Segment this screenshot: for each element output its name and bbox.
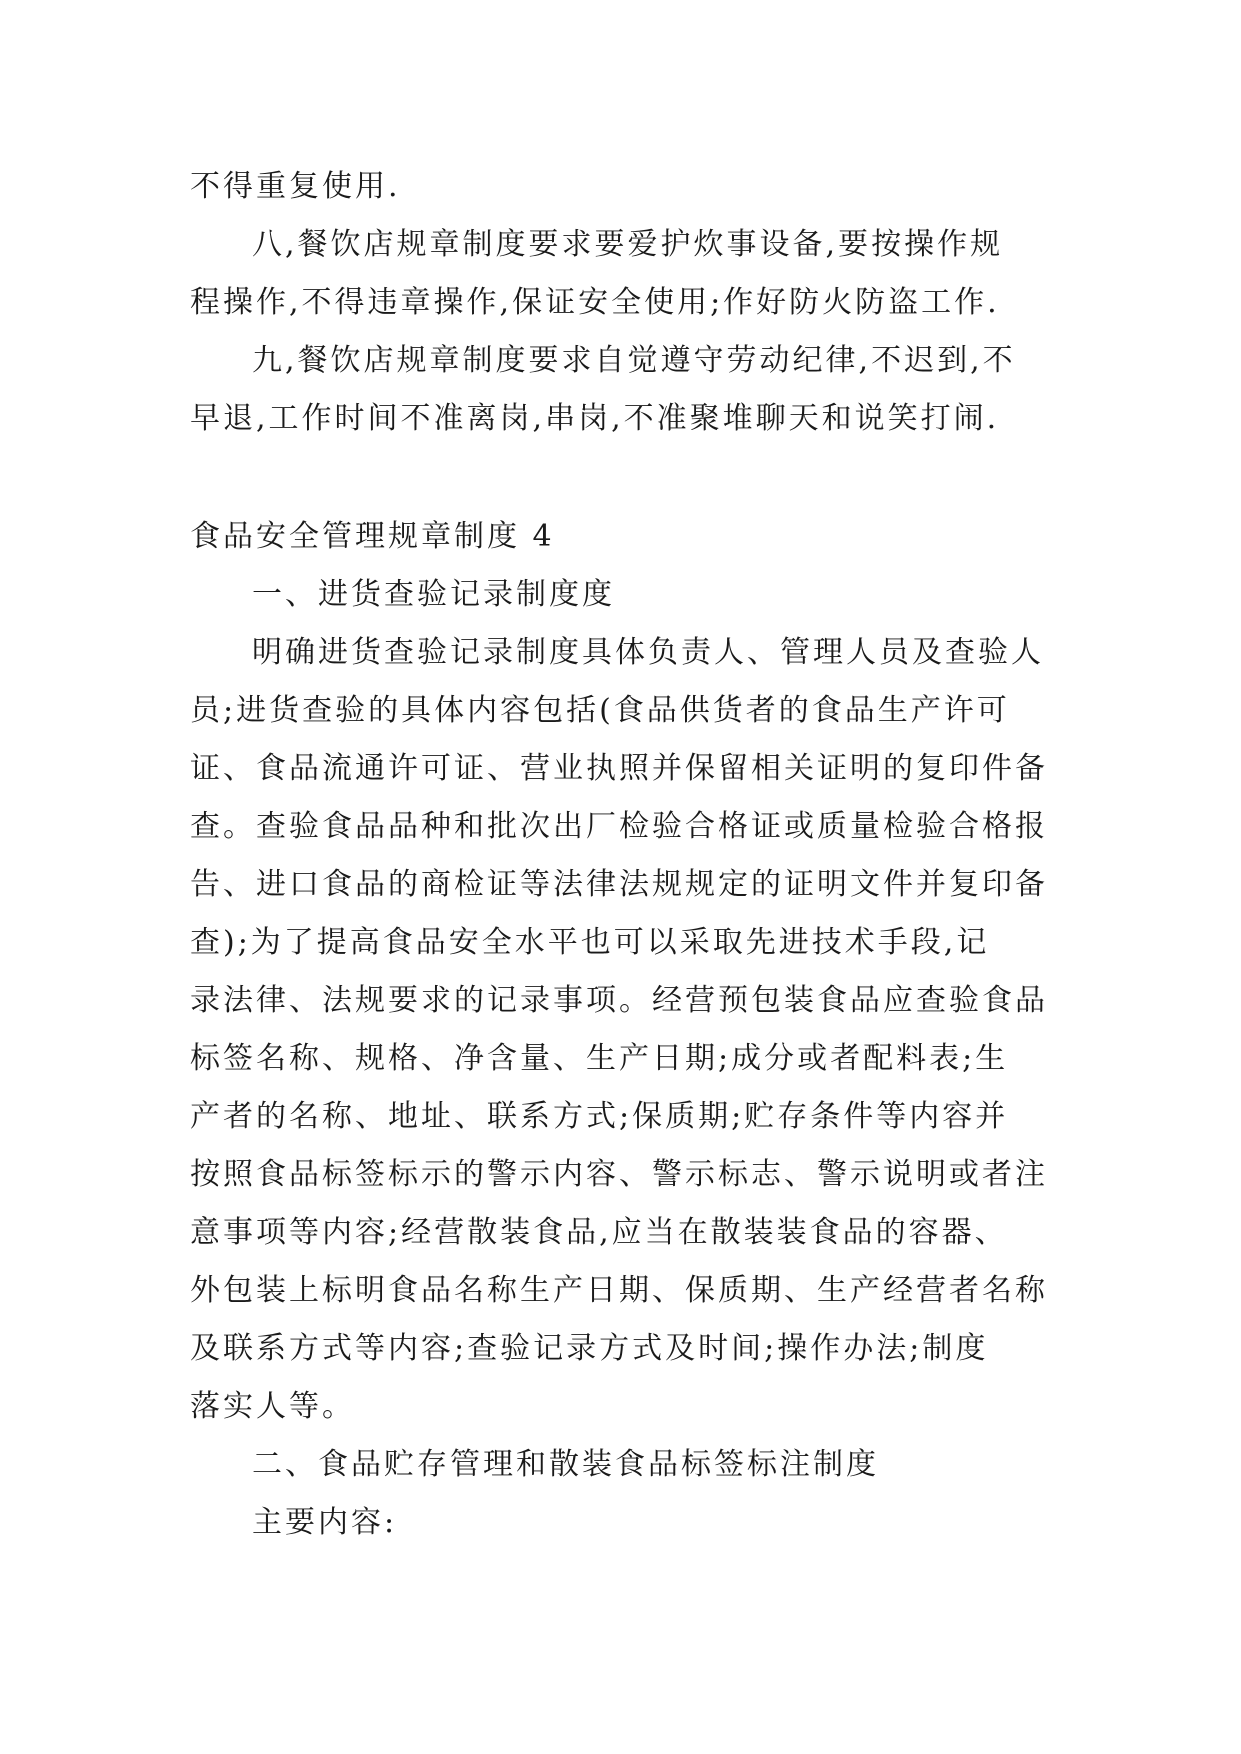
text-line: 查);为了提高食品安全水平也可以采取先进技术手段,记 (190, 925, 990, 960)
text-line: 员;进货查验的具体内容包括(食品供货者的食品生产许可 (190, 693, 1010, 728)
paragraph-main-content-label (190, 1494, 1070, 1552)
text-line: 八,餐饮店规章制度要求要爱护炊事设备,要按操作规 (252, 227, 1004, 262)
paragraph-item-9 (190, 332, 1070, 448)
text-line: 一、进货查验记录制度度 (252, 577, 615, 612)
paragraph-item-8 (190, 216, 1070, 332)
text-line: 证、食品流通许可证、营业执照并保留相关证明的复印件备 (190, 751, 1048, 786)
text-line: 落实人等。 (190, 1389, 355, 1424)
text-line: 录法律、法规要求的记录事项。经营预包装食品应查验食品 (190, 983, 1048, 1018)
text-line: 外包装上标明食品名称生产日期、保质期、生产经营者名称 (190, 1273, 1048, 1308)
text-line: 早退,工作时间不准离岗,串岗,不准聚堆聊天和说笑打闹. (190, 401, 1000, 436)
paragraph-inspection-details (190, 624, 1070, 1436)
subsection-heading-2 (190, 1436, 1070, 1494)
text-line: 标签名称、规格、净含量、生产日期;成分或者配料表;生 (190, 1041, 1009, 1076)
text-line: 意事项等内容;经营散装食品,应当在散装装食品的容器、 (190, 1215, 1008, 1250)
text-line: 按照食品标签标示的警示内容、警示标志、警示说明或者注 (190, 1157, 1048, 1192)
section-title (190, 508, 1070, 566)
text-line: 不得重复使用. (190, 169, 401, 204)
text-line: 明确进货查验记录制度具体负责人、管理人员及查验人 (252, 635, 1044, 670)
text-line: 查。查验食品品种和批次出厂检验合格证或质量检验合格报 (190, 809, 1048, 844)
paragraph-continuation (190, 158, 1070, 216)
text-line: 产者的名称、地址、联系方式;保质期;贮存条件等内容并 (190, 1099, 1009, 1134)
text-line: 程操作,不得违章操作,保证安全使用;作好防火防盗工作. (190, 285, 1000, 320)
text-line: 二、食品贮存管理和散装食品标签标注制度 (252, 1447, 879, 1482)
text-line: 及联系方式等内容;查验记录方式及时间;操作办法;制度 (190, 1331, 989, 1366)
subsection-heading-1 (190, 566, 1070, 624)
section-title-text: 食品安全管理规章制度 4 (190, 519, 555, 554)
text-line: 主要内容: (252, 1505, 398, 1540)
text-line: 告、进口食品的商检证等法律法规规定的证明文件并复印备 (190, 867, 1048, 902)
text-line: 九,餐饮店规章制度要求自觉遵守劳动纪律,不迟到,不 (252, 343, 1016, 378)
